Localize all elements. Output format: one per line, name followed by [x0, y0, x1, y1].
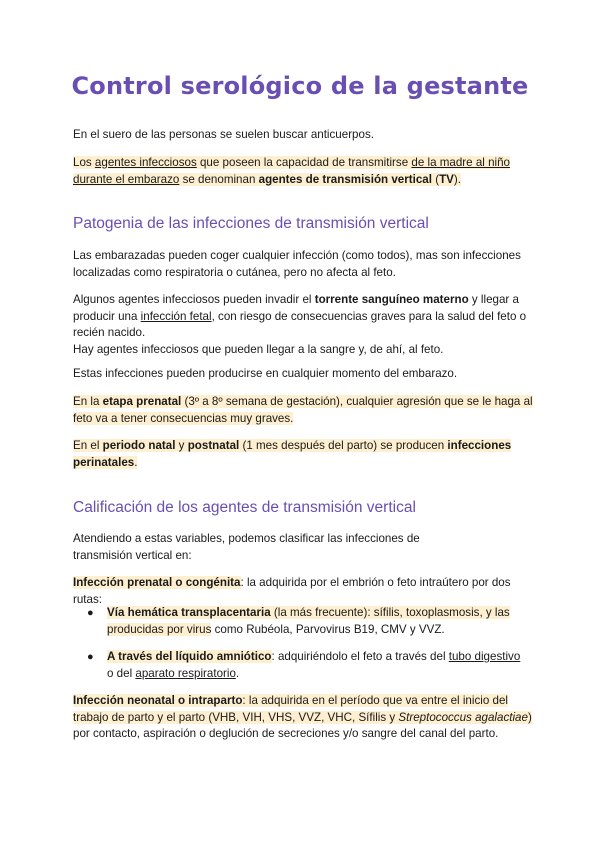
patogenia-paragraph-2: Algunos agentes infecciosos pueden invadir el torrente sanguíneo materno y llegar a producir una infección fetal, con riesgo de consecuencias graves para la salud del feto o recién nacido. Hay agentes infecciosos que pueden llegar a la sangre y, de ahí, al feto.	[73, 293, 527, 356]
vertical-transmission-paragraph: Los agentes infecciosos que poseen la capacidad de transmitirse de la madre al niño durante el embarazo se denominan agentes de transmisión vertical (TV).	[73, 156, 510, 186]
neonatal-infection-paragraph: Infección neonatal o intraparto: la adquirida en el período que va entre el inicio del trabajo de parto y el parto (VHB, VIH, VHS, VVZ, VHC, Sífilis y Streptococcus agalactiae) por contacto, aspiración o deglución de secreciones y/o sangre del canal del parto.	[73, 694, 532, 740]
prenatal-stage-paragraph: En la etapa prenatal (3º a 8º semana de gestación), cualquier agresión que se le haga al feto va a tener consecuencias muy graves.	[73, 395, 533, 425]
section-heading-patogenia: Patogenia de las infecciones de transmisión vertical	[73, 215, 429, 232]
patogenia-paragraph-3: Estas infecciones pueden producirse en cualquier momento del embarazo.	[73, 367, 458, 380]
calificacion-intro-paragraph: Atendiendo a estas variables, podemos clasificar las infecciones de transmisión vertical en:	[73, 532, 420, 562]
intro-paragraph: En el suero de las personas se suelen buscar anticuerpos.	[73, 128, 374, 141]
bullet-icon: ●	[87, 651, 94, 663]
bullet-amniotic: A través del líquido amniótico: adquiriéndolo el feto a través del tubo digestivo o del aparato respiratorio.	[107, 650, 521, 680]
perinatal-paragraph: En el periodo natal y postnatal (1 mes después del parto) se producen infecciones perinatales.	[73, 439, 512, 469]
bullet-transplacental: Vía hemática transplacentaria (la más frecuente): sífilis, toxoplasmosis, y las producidas por virus como Rubéola, Parvovirus B19, CMV y VVZ.	[107, 606, 510, 636]
patogenia-paragraph-1: Las embarazadas pueden coger cualquier infección (como todos), mas son infecciones localizadas como respiratoria o cutánea, pero no afecta al feto.	[73, 249, 521, 279]
section-heading-calificacion: Calificación de los agentes de transmisión vertical	[73, 499, 416, 516]
prenatal-infection-paragraph: Infección prenatal o congénita: la adquirida por el embrión o feto intraútero por dos rutas:	[73, 576, 511, 606]
page-title: Control serológico de la gestante	[71, 72, 529, 100]
bullet-icon: ●	[87, 607, 94, 619]
